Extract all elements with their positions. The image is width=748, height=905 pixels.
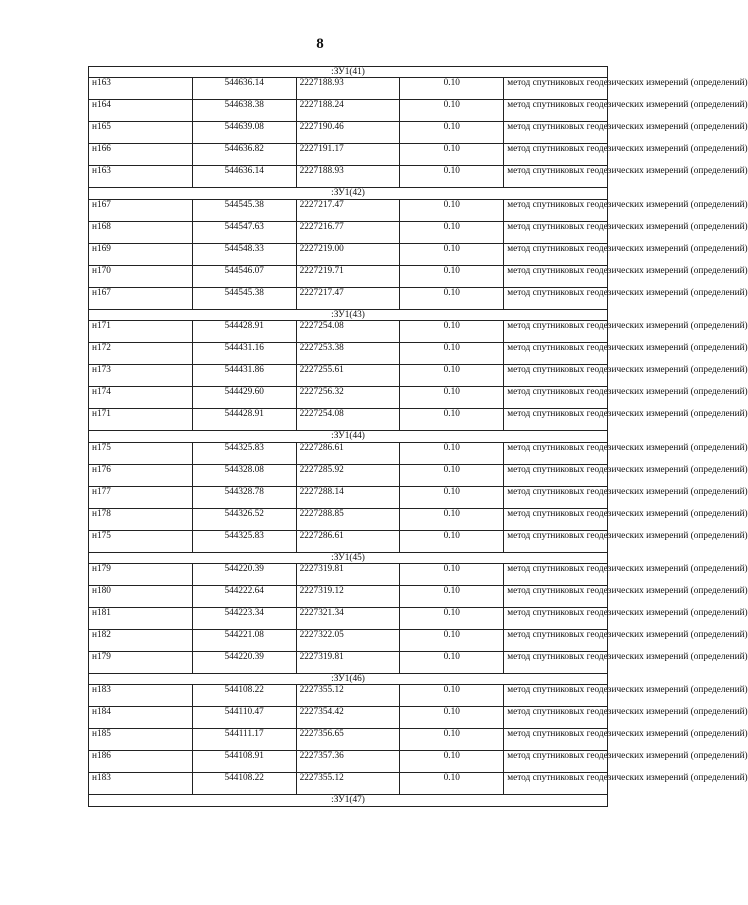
- accuracy-cell: 0.10: [400, 773, 504, 795]
- accuracy-cell: 0.10: [400, 387, 504, 409]
- method-cell: метод спутниковых геодезических измерений (определений): [504, 773, 608, 795]
- point-name-cell: н183: [89, 773, 193, 795]
- method-cell: метод спутниковых геодезических измерений (определений): [504, 409, 608, 431]
- y-coordinate-cell: 2227191.17: [296, 144, 400, 166]
- accuracy-cell: 0.10: [400, 751, 504, 773]
- point-name-cell: н167: [89, 287, 193, 309]
- method-cell: метод спутниковых геодезических измерений (определений): [504, 199, 608, 221]
- table-row: [89, 144, 608, 166]
- point-name-cell: н175: [89, 442, 193, 464]
- method-cell: метод спутниковых геодезических измерений (определений): [504, 243, 608, 265]
- accuracy-cell: 0.10: [400, 652, 504, 674]
- method-cell: метод спутниковых геодезических измерений (определений): [504, 365, 608, 387]
- method-cell: метод спутниковых геодезических измерений (определений): [504, 486, 608, 508]
- table-row: [89, 265, 608, 287]
- y-coordinate-cell: 2227254.08: [296, 321, 400, 343]
- accuracy-cell: 0.10: [400, 630, 504, 652]
- x-coordinate-cell: 544636.14: [192, 166, 296, 188]
- point-name-cell: н171: [89, 409, 193, 431]
- table-row: [89, 685, 608, 707]
- x-coordinate-cell: 544325.83: [192, 530, 296, 552]
- y-coordinate-cell: 2227219.00: [296, 243, 400, 265]
- x-coordinate-cell: 544431.16: [192, 343, 296, 365]
- y-coordinate-cell: 2227256.32: [296, 387, 400, 409]
- y-coordinate-cell: 2227322.05: [296, 630, 400, 652]
- x-coordinate-cell: 544636.14: [192, 78, 296, 100]
- y-coordinate-cell: 2227188.24: [296, 100, 400, 122]
- x-coordinate-cell: 544546.07: [192, 265, 296, 287]
- y-coordinate-cell: 2227319.81: [296, 652, 400, 674]
- y-coordinate-cell: 2227255.61: [296, 365, 400, 387]
- point-name-cell: н164: [89, 100, 193, 122]
- y-coordinate-cell: 2227217.47: [296, 287, 400, 309]
- accuracy-cell: 0.10: [400, 221, 504, 243]
- method-cell: метод спутниковых геодезических измерений (определений): [504, 122, 608, 144]
- x-coordinate-cell: 544108.22: [192, 685, 296, 707]
- method-cell: метод спутниковых геодезических измерений (определений): [504, 530, 608, 552]
- y-coordinate-cell: 2227356.65: [296, 729, 400, 751]
- accuracy-cell: 0.10: [400, 409, 504, 431]
- y-coordinate-cell: 2227355.12: [296, 685, 400, 707]
- table-row: [89, 630, 608, 652]
- section-title: :ЗУ1(44): [89, 431, 608, 442]
- y-coordinate-cell: 2227217.47: [296, 199, 400, 221]
- method-cell: метод спутниковых геодезических измерений (определений): [504, 608, 608, 630]
- y-coordinate-cell: 2227357.36: [296, 751, 400, 773]
- x-coordinate-cell: 544639.08: [192, 122, 296, 144]
- table-row: [89, 221, 608, 243]
- table-row: [89, 166, 608, 188]
- y-coordinate-cell: 2227321.34: [296, 608, 400, 630]
- x-coordinate-cell: 544110.47: [192, 707, 296, 729]
- y-coordinate-cell: 2227216.77: [296, 221, 400, 243]
- table-row: [89, 530, 608, 552]
- table-row: [89, 773, 608, 795]
- table-row: [89, 652, 608, 674]
- point-name-cell: н180: [89, 586, 193, 608]
- accuracy-cell: 0.10: [400, 144, 504, 166]
- table-row: [89, 464, 608, 486]
- table-row: [89, 508, 608, 530]
- x-coordinate-cell: 544108.22: [192, 773, 296, 795]
- method-cell: метод спутниковых геодезических измерений (определений): [504, 464, 608, 486]
- section-title: :ЗУ1(45): [89, 552, 608, 563]
- accuracy-cell: 0.10: [400, 100, 504, 122]
- x-coordinate-cell: 544328.08: [192, 464, 296, 486]
- x-coordinate-cell: 544108.91: [192, 751, 296, 773]
- x-coordinate-cell: 544328.78: [192, 486, 296, 508]
- coordinates-table: [88, 66, 748, 807]
- y-coordinate-cell: 2227286.61: [296, 442, 400, 464]
- table-row: [89, 365, 608, 387]
- coordinates-table-body: [89, 67, 748, 807]
- accuracy-cell: 0.10: [400, 464, 504, 486]
- method-cell: метод спутниковых геодезических измерений (определений): [504, 144, 608, 166]
- table-row: [89, 78, 608, 100]
- y-coordinate-cell: 2227288.14: [296, 486, 400, 508]
- accuracy-cell: 0.10: [400, 199, 504, 221]
- point-name-cell: н178: [89, 508, 193, 530]
- table-row: [89, 199, 608, 221]
- table-row: [89, 122, 608, 144]
- y-coordinate-cell: 2227188.93: [296, 78, 400, 100]
- point-name-cell: н174: [89, 387, 193, 409]
- method-cell: метод спутниковых геодезических измерений (определений): [504, 564, 608, 586]
- table-row: [89, 409, 608, 431]
- x-coordinate-cell: 544325.83: [192, 442, 296, 464]
- method-cell: метод спутниковых геодезических измерений (определений): [504, 586, 608, 608]
- point-name-cell: н177: [89, 486, 193, 508]
- x-coordinate-cell: 544222.64: [192, 586, 296, 608]
- method-cell: метод спутниковых геодезических измерений (определений): [504, 729, 608, 751]
- accuracy-cell: 0.10: [400, 265, 504, 287]
- accuracy-cell: 0.10: [400, 166, 504, 188]
- method-cell: метод спутниковых геодезических измерений (определений): [504, 100, 608, 122]
- point-name-cell: н179: [89, 652, 193, 674]
- section-title: :ЗУ1(46): [89, 674, 608, 685]
- table-row: [89, 287, 608, 309]
- y-coordinate-cell: 2227219.71: [296, 265, 400, 287]
- accuracy-cell: 0.10: [400, 287, 504, 309]
- x-coordinate-cell: 544638.38: [192, 100, 296, 122]
- point-name-cell: н171: [89, 321, 193, 343]
- accuracy-cell: 0.10: [400, 321, 504, 343]
- point-name-cell: н173: [89, 365, 193, 387]
- table-row: [89, 387, 608, 409]
- point-name-cell: н167: [89, 199, 193, 221]
- y-coordinate-cell: 2227288.85: [296, 508, 400, 530]
- accuracy-cell: 0.10: [400, 365, 504, 387]
- y-coordinate-cell: 2227319.12: [296, 586, 400, 608]
- x-coordinate-cell: 544428.91: [192, 409, 296, 431]
- accuracy-cell: 0.10: [400, 685, 504, 707]
- x-coordinate-cell: 544326.52: [192, 508, 296, 530]
- y-coordinate-cell: 2227254.08: [296, 409, 400, 431]
- accuracy-cell: 0.10: [400, 530, 504, 552]
- x-coordinate-cell: 544220.39: [192, 564, 296, 586]
- point-name-cell: н166: [89, 144, 193, 166]
- accuracy-cell: 0.10: [400, 243, 504, 265]
- method-cell: метод спутниковых геодезических измерений (определений): [504, 265, 608, 287]
- accuracy-cell: 0.10: [400, 122, 504, 144]
- x-coordinate-cell: 544223.34: [192, 608, 296, 630]
- x-coordinate-cell: 544548.33: [192, 243, 296, 265]
- x-coordinate-cell: 544431.86: [192, 365, 296, 387]
- method-cell: метод спутниковых геодезических измерений (определений): [504, 652, 608, 674]
- x-coordinate-cell: 544220.39: [192, 652, 296, 674]
- accuracy-cell: 0.10: [400, 508, 504, 530]
- method-cell: метод спутниковых геодезических измерений (определений): [504, 685, 608, 707]
- point-name-cell: н179: [89, 564, 193, 586]
- method-cell: метод спутниковых геодезических измерений (определений): [504, 442, 608, 464]
- accuracy-cell: 0.10: [400, 564, 504, 586]
- table-row: [89, 243, 608, 265]
- method-cell: метод спутниковых геодезических измерений (определений): [504, 166, 608, 188]
- section-header-row: [89, 674, 608, 685]
- table-row: [89, 608, 608, 630]
- x-coordinate-cell: 544547.63: [192, 221, 296, 243]
- page-number: 8: [316, 36, 324, 52]
- accuracy-cell: 0.10: [400, 486, 504, 508]
- y-coordinate-cell: 2227188.93: [296, 166, 400, 188]
- point-name-cell: н169: [89, 243, 193, 265]
- x-coordinate-cell: 544545.38: [192, 199, 296, 221]
- section-header-row: [89, 552, 608, 563]
- accuracy-cell: 0.10: [400, 586, 504, 608]
- table-row: [89, 586, 608, 608]
- point-name-cell: н175: [89, 530, 193, 552]
- y-coordinate-cell: 2227355.12: [296, 773, 400, 795]
- accuracy-cell: 0.10: [400, 343, 504, 365]
- y-coordinate-cell: 2227286.61: [296, 530, 400, 552]
- table-row: [89, 729, 608, 751]
- section-header-row: [89, 309, 608, 320]
- x-coordinate-cell: 544636.82: [192, 144, 296, 166]
- point-name-cell: н165: [89, 122, 193, 144]
- section-header-row: [89, 188, 608, 199]
- method-cell: метод спутниковых геодезических измерений (определений): [504, 221, 608, 243]
- y-coordinate-cell: 2227285.92: [296, 464, 400, 486]
- point-name-cell: н185: [89, 729, 193, 751]
- method-cell: метод спутниковых геодезических измерений (определений): [504, 508, 608, 530]
- accuracy-cell: 0.10: [400, 608, 504, 630]
- table-row: [89, 100, 608, 122]
- table-row: [89, 707, 608, 729]
- method-cell: метод спутниковых геодезических измерений (определений): [504, 387, 608, 409]
- point-name-cell: н183: [89, 685, 193, 707]
- x-coordinate-cell: 544429.60: [192, 387, 296, 409]
- section-header-row: [89, 795, 608, 806]
- accuracy-cell: 0.10: [400, 442, 504, 464]
- section-title: :ЗУ1(47): [89, 795, 608, 806]
- point-name-cell: н163: [89, 78, 193, 100]
- table-row: [89, 751, 608, 773]
- method-cell: метод спутниковых геодезических измерений (определений): [504, 78, 608, 100]
- y-coordinate-cell: 2227190.46: [296, 122, 400, 144]
- method-cell: метод спутниковых геодезических измерений (определений): [504, 630, 608, 652]
- section-title: :ЗУ1(43): [89, 309, 608, 320]
- table-row: [89, 486, 608, 508]
- table-row: [89, 442, 608, 464]
- x-coordinate-cell: 544428.91: [192, 321, 296, 343]
- section-header-row: [89, 431, 608, 442]
- point-name-cell: н184: [89, 707, 193, 729]
- point-name-cell: н168: [89, 221, 193, 243]
- point-name-cell: н170: [89, 265, 193, 287]
- point-name-cell: н181: [89, 608, 193, 630]
- table-row: [89, 321, 608, 343]
- y-coordinate-cell: 2227319.81: [296, 564, 400, 586]
- point-name-cell: н172: [89, 343, 193, 365]
- x-coordinate-cell: 544221.08: [192, 630, 296, 652]
- accuracy-cell: 0.10: [400, 707, 504, 729]
- point-name-cell: н186: [89, 751, 193, 773]
- x-coordinate-cell: 544545.38: [192, 287, 296, 309]
- method-cell: метод спутниковых геодезических измерений (определений): [504, 343, 608, 365]
- point-name-cell: н182: [89, 630, 193, 652]
- point-name-cell: н163: [89, 166, 193, 188]
- y-coordinate-cell: 2227354.42: [296, 707, 400, 729]
- accuracy-cell: 0.10: [400, 729, 504, 751]
- table-row: [89, 343, 608, 365]
- method-cell: метод спутниковых геодезических измерений (определений): [504, 751, 608, 773]
- table-row: [89, 564, 608, 586]
- section-title: :ЗУ1(42): [89, 188, 608, 199]
- accuracy-cell: 0.10: [400, 78, 504, 100]
- x-coordinate-cell: 544111.17: [192, 729, 296, 751]
- point-name-cell: н176: [89, 464, 193, 486]
- method-cell: метод спутниковых геодезических измерений (определений): [504, 707, 608, 729]
- method-cell: метод спутниковых геодезических измерений (определений): [504, 287, 608, 309]
- section-title: :ЗУ1(41): [89, 67, 608, 78]
- method-cell: метод спутниковых геодезических измерений (определений): [504, 321, 608, 343]
- y-coordinate-cell: 2227253.38: [296, 343, 400, 365]
- section-header-row: [89, 67, 608, 78]
